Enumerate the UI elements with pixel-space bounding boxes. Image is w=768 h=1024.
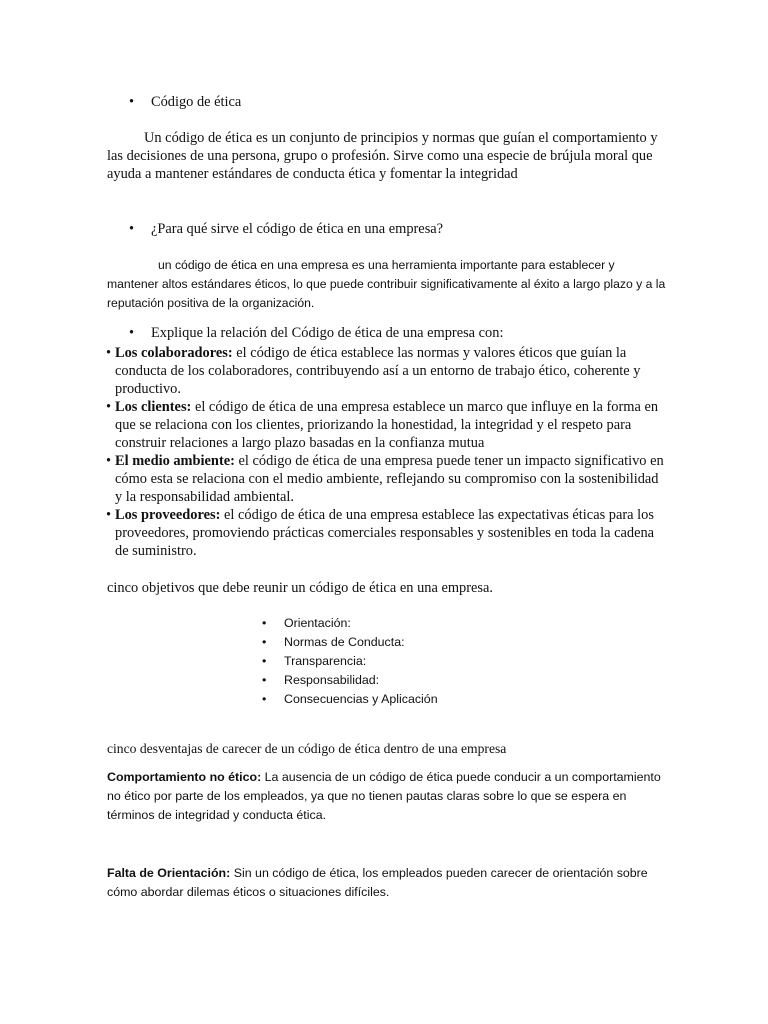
objective-text: Responsabilidad: — [284, 673, 380, 687]
objective-text: Transparencia: — [284, 654, 367, 668]
bullet-icon: • — [129, 221, 135, 237]
disadvantage-paragraph — [107, 768, 667, 825]
bullet-question — [129, 220, 689, 238]
list-item — [262, 614, 562, 633]
definition-paragraph: Un código de ética es un conjunto de principios y normas que guían el comportamiento y las decisiones de una persona, grupo o profesión. Sirve como una especie de brújula moral que ayuda a mantener estándares de conducta ética y fomentar la integridad — [107, 130, 658, 182]
list-item — [106, 398, 666, 452]
bullet-icon: • — [106, 399, 112, 415]
relation-text: el código de ética de una empresa establece un marco que influye en la forma en que se relaciona con los clientes, priorizando la honestidad, la integridad y el respeto para construir relaciones a largo plazo basadas en la confianza mutua — [115, 399, 659, 451]
objective-text: Consecuencias y Aplicación — [284, 692, 438, 706]
heading-code-of-ethics: Código de ética — [151, 94, 242, 110]
bullet-relation-intro — [129, 324, 689, 342]
relations-list — [106, 344, 666, 560]
relation-label: Los colaboradores: — [115, 345, 233, 361]
list-item — [262, 633, 562, 652]
list-item — [262, 671, 562, 690]
list-item — [106, 452, 666, 506]
bullet-icon: • — [106, 453, 112, 469]
disadvantage-text: Sin un código de ética, los empleados pueden carecer de orientación sobre cómo abordar dilemas éticos o situaciones difíciles. — [107, 866, 648, 899]
bullet-icon: • — [262, 673, 267, 687]
relation-label: Los clientes: — [115, 399, 192, 415]
relation-text: el código de ética establece las normas y valores éticos que guían la conducta de los colaboradores, contribuyendo así a un entorno de trabajo ético, coherente y productivo. — [115, 345, 641, 397]
list-item — [106, 344, 666, 398]
relation-text: el código de ética de una empresa establece las expectativas éticas para los proveedores, promoviendo prácticas comerciales responsables y sostenibles en toda la cadena de suministro. — [115, 507, 655, 559]
relation-label: El medio ambiente: — [115, 453, 235, 469]
list-item — [262, 652, 562, 671]
list-item — [106, 506, 666, 560]
list-item — [262, 690, 562, 709]
bullet-icon: • — [262, 635, 267, 649]
bullet-icon: • — [106, 345, 112, 361]
question-heading: ¿Para qué sirve el código de ética en una empresa? — [151, 221, 444, 237]
relation-intro: Explique la relación del Código de ética de una empresa con: — [151, 325, 504, 341]
disadvantages-title: cinco desventajas de carecer de un código de ética dentro de una empresa — [107, 741, 507, 756]
disadvantage-paragraph — [107, 864, 667, 902]
purpose-paragraph: un código de ética en una empresa es una herramienta importante para establecer y mantener altos estándares éticos, lo que puede contribuir significativamente al éxito a largo plazo y a la reputación positiva de la organización. — [107, 258, 666, 310]
disadvantage-label: Falta de Orientación: — [107, 866, 231, 880]
objective-text: Normas de Conducta: — [284, 635, 405, 649]
disadvantage-text: La ausencia de un código de ética puede conducir a un comportamiento no ético por parte de los empleados, ya que no tienen pautas claras sobre lo que se espera en términos de integridad y conducta ética. — [107, 770, 661, 822]
bullet-icon: • — [106, 507, 112, 523]
objectives-list — [262, 614, 562, 709]
objectives-title: cinco objetivos que debe reunir un código de ética en una empresa. — [107, 580, 494, 596]
bullet-icon: • — [129, 94, 135, 110]
bullet-icon: • — [129, 325, 135, 341]
bullet-icon: • — [262, 692, 267, 706]
bullet-icon: • — [262, 616, 267, 630]
objective-text: Orientación: — [284, 616, 351, 630]
relation-text: el código de ética de una empresa puede tener un impacto significativo en cómo esta se relaciona con el medio ambiente, reflejando su compromiso con la sostenibilidad y la responsabilidad ambiental. — [115, 453, 664, 505]
relation-label: Los proveedores: — [115, 507, 221, 523]
bullet-icon: • — [262, 654, 267, 668]
disadvantage-label: Comportamiento no ético: — [107, 770, 262, 784]
bullet-heading — [129, 93, 689, 111]
